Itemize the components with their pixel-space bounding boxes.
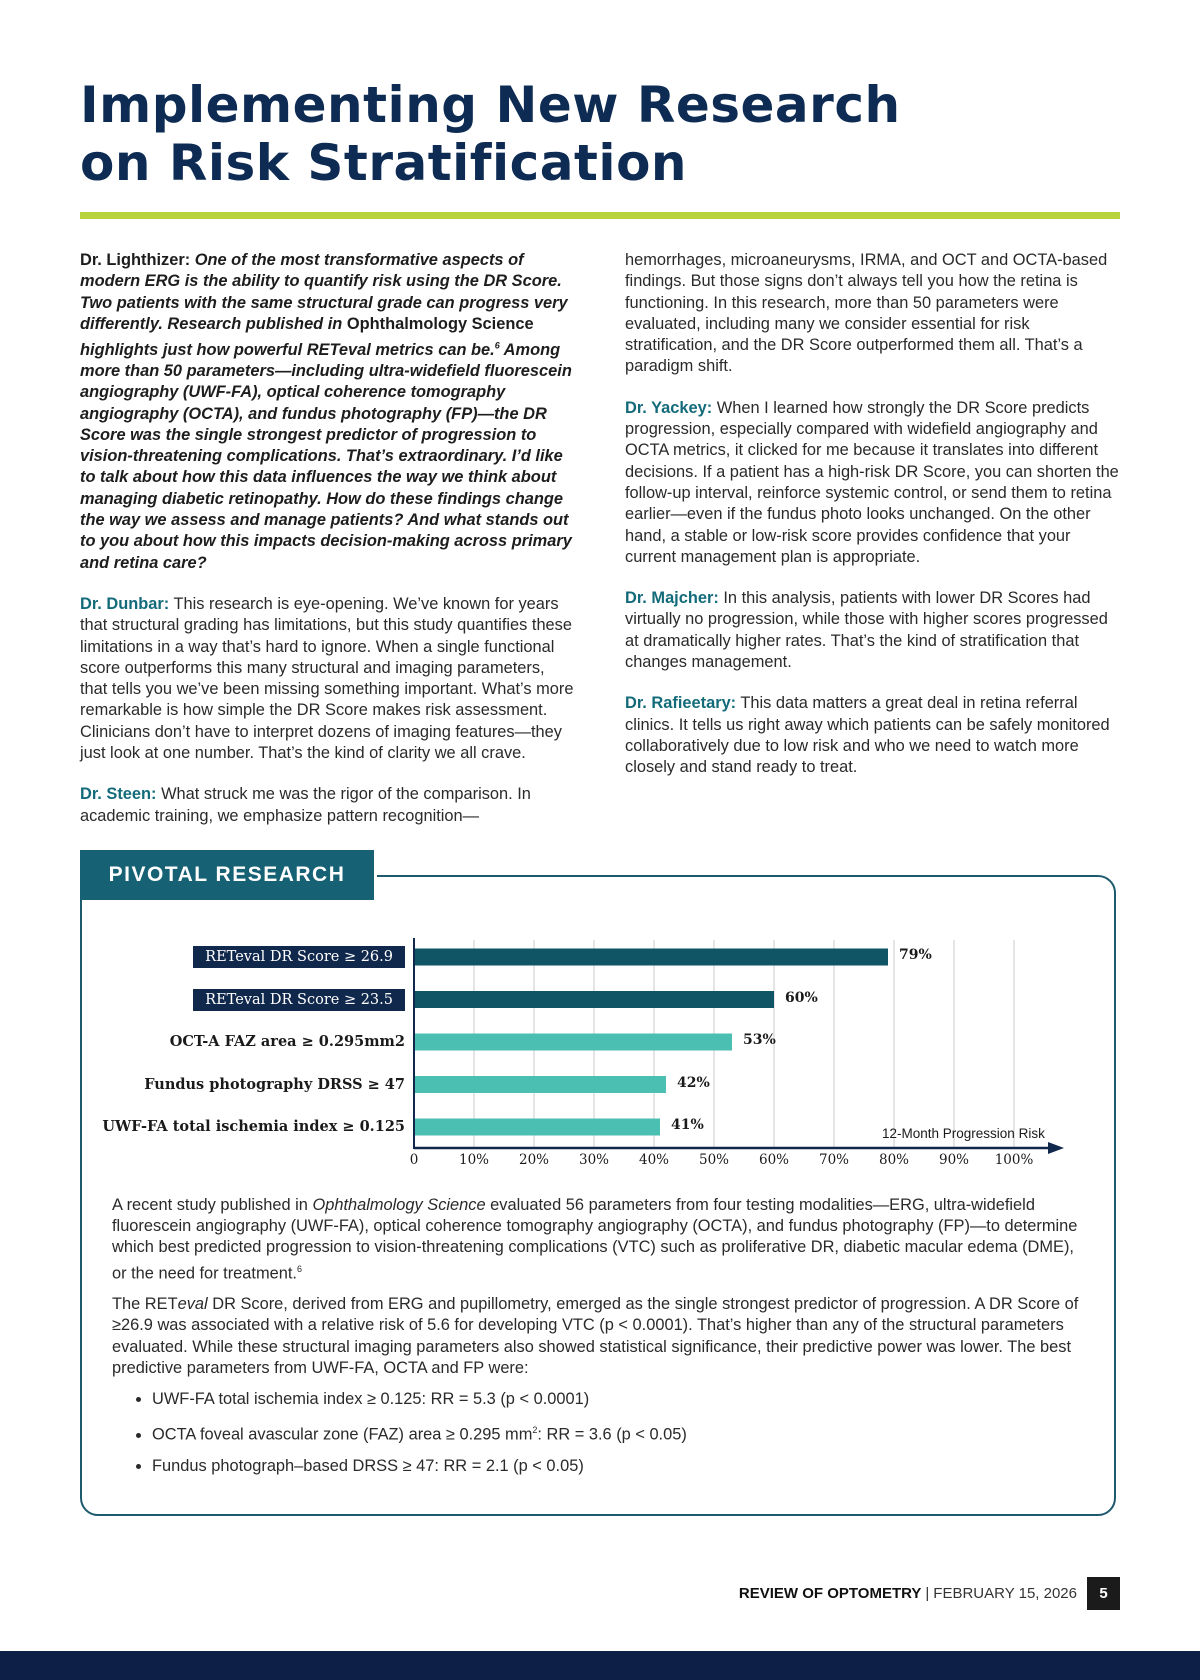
speaker-name: Dr. Steen: — [80, 785, 157, 804]
x-tick-label: 50% — [698, 1152, 730, 1168]
research-paragraph-1 — [112, 1195, 1087, 1284]
bar-value-label: 53% — [743, 1032, 776, 1048]
tab-gap — [374, 872, 377, 878]
speaker-name: Dr. Dunbar: — [80, 594, 170, 613]
paragraph-majcher — [625, 588, 1121, 673]
paragraph-text: This data matters a great deal in retina referral clinics. It tells us right away which patients can be safely monitored collaboratively due to low risk and who we need to watch more closely and stand ready to treat. — [625, 694, 1110, 777]
text: A recent study published in — [112, 1196, 313, 1214]
issue-date: FEBRUARY 15, 2026 — [933, 1584, 1077, 1602]
publication-name: REVIEW OF OPTOMETRY — [738, 1584, 922, 1602]
bar — [415, 1034, 732, 1051]
x-tick-label: 20% — [518, 1152, 550, 1168]
speaker-name: Dr. Yackey: — [625, 398, 713, 417]
x-axis-arrow — [1048, 1142, 1064, 1154]
category-label: Fundus photography DRSS ≥ 47 — [144, 1075, 405, 1093]
predictor-list — [112, 1389, 1087, 1477]
title-accent-rule — [80, 212, 1120, 219]
bar-value-label: 79% — [899, 947, 932, 963]
text: DR Score, derived from ERG and pupillometry, emerged as the single strongest predictor of progression. A DR Score of ≥26.9 was associated with a relative risk of 5.6 for developing VTC (p < 0.0001). That’s higher than any of the structural parameters evaluated. While these structural imaging parameters also showed statistical significance, their predictive power was lower. The best predictive parameters from UWF-FA, OCTA and FP were: — [112, 1295, 1079, 1377]
x-axis-title: 12-Month Progression Risk — [882, 1126, 1045, 1141]
paragraph-steen-continued: hemorrhages, microaneurysms, IRMA, and OCT and OCTA-based findings. But those signs don’t always tell you how the retina is functioning. In this research, more than 50 parameters were evaluated, including many we consider essential for risk stratification, and the DR Score outperformed them all. That’s a paradigm shift. — [625, 251, 1108, 376]
paragraph-text: This research is eye-opening. We’ve known for years that structural grading has limitations, but this study quantifies these limitations in a way that’s hard to ignore. When a single functional score outperforms this many structural and imaging parameters, that tells you we’ve been missing something important. What’s more remarkable is how simple the DR Score makes risk assessment. Clinicians don’t have to interpret dozens of imaging features—they just look at one number. That’s the kind of clarity we all crave. — [80, 594, 574, 762]
x-tick-label: 60% — [758, 1152, 790, 1168]
x-tick-label: 30% — [578, 1152, 610, 1168]
page-footer — [739, 1577, 1120, 1609]
speaker-name: Dr. Majcher: — [625, 589, 719, 608]
x-tick-label: 90% — [938, 1152, 970, 1168]
text: : RR = 3.6 (p < 0.05) — [537, 1425, 687, 1444]
question-part2: highlights just how powerful RETeval metrics can be. — [80, 340, 495, 359]
speaker-name: Dr. Rafieetary: — [625, 694, 737, 713]
bar — [415, 949, 888, 966]
text: OCTA foveal avascular zone (FAZ) area ≥ 0.295 mm — [152, 1425, 533, 1444]
category-label: RETeval DR Score ≥ 23.5 — [193, 989, 405, 1011]
journal-name: Ophthalmology Science — [312, 1196, 486, 1214]
x-tick-label: 100% — [994, 1152, 1034, 1168]
list-item — [152, 1420, 1087, 1446]
question-text — [80, 251, 572, 572]
bar — [415, 991, 774, 1008]
text-italic: eval — [177, 1295, 208, 1314]
question-part3: Among more than 50 parameters—including ultra-widefield fluorescein angiography (UWF-FA), optical coherence tomography angiography (OCTA), and fundus photography (FP)—the DR Score was the single strongest predictor of progression to vision-threatening complications. That’s extraordinary. I’d like to talk about how this data influences the way we think about managing diabetic retinopathy. How do these findings change the way we assess and manage patients? And what stands out to you about how this impacts decision-making across primary and retina care? — [80, 340, 572, 572]
page-title-line2: on Risk Stratification — [80, 134, 688, 192]
progression-risk-chart — [100, 930, 1100, 1170]
x-tick-label: 40% — [638, 1152, 670, 1168]
bottom-bar — [0, 1651, 1200, 1680]
category-label: RETeval DR Score ≥ 26.9 — [193, 946, 405, 968]
superscript: 2 — [532, 1425, 538, 1436]
right-column — [625, 250, 1121, 799]
paragraph-text: When I learned how strongly the DR Score predicts progression, especially compared with widefield angiography and OCTA metrics, it clicked for me because it translates into different decisions. If a patient has a high-risk DR Score, you can shorten the follow-up interval, reinforce systemic control, or send them to retina earlier—even if the fundus photo looks unchanged. On the other hand, a stable or low-risk score provides confidence that your current management plan is appropriate. — [625, 398, 1119, 566]
reference-marker: 6 — [296, 1263, 302, 1274]
list-item: • Fundus photograph–based DRSS ≥ 47: RR = 2.1 (p < 0.05) — [152, 1456, 1087, 1477]
research-paragraph-2 — [112, 1294, 1087, 1379]
paragraph-steen — [80, 784, 576, 827]
paragraph-text: In this analysis, patients with lower DR Scores had virtually no progression, while those with higher scores progressed at dramatically higher rates. That’s the kind of stratification that changes management. — [625, 589, 1108, 672]
footer-separator: | — [925, 1584, 930, 1602]
page-title — [80, 76, 1080, 192]
bar — [415, 1119, 660, 1136]
paragraph-text: What struck me was the rigor of the comparison. In academic training, we emphasize pattern recognition— — [80, 785, 531, 825]
pivotal-research-tab: PIVOTAL RESEARCH — [80, 850, 374, 900]
bar-value-label: 41% — [671, 1117, 704, 1133]
paragraph-rafieetary — [625, 693, 1121, 778]
paragraph-dunbar — [80, 594, 576, 764]
bar-value-label: 42% — [677, 1074, 710, 1091]
moderator-question — [80, 250, 576, 574]
x-tick-label: 0 — [409, 1152, 419, 1168]
text: The RET — [112, 1295, 178, 1314]
list-item: • UWF-FA total ischemia index ≥ 0.125: RR = 5.3 (p < 0.0001) — [152, 1389, 1087, 1410]
x-tick-label: 10% — [458, 1152, 490, 1168]
bar — [415, 1076, 666, 1093]
speaker-name: Dr. Lighthizer: — [80, 251, 191, 269]
reference-marker: 6 — [494, 340, 500, 351]
question-part1: One of the most transformative aspects of modern ERG is the ability to quantify risk using the DR Score. Two patients with the same structural grade can progress very differently. Research published in — [80, 251, 568, 333]
page-number: 5 — [1087, 1577, 1120, 1610]
category-label: OCT-A FAZ area ≥ 0.295mm2 — [169, 1033, 405, 1050]
page-title-line1: Implementing New Research — [80, 76, 901, 134]
text: evaluated 56 parameters from four testing modalities—ERG, ultra-widefield fluorescein angiography (UWF-FA), optical coherence tomography angiography (OCTA), and fundus photography (FP)—to determine which best predicted progression to vision-threatening complications (VTC) such as proliferative DR, diabetic macular edema (DME), or the need for treatment. — [112, 1196, 1078, 1283]
x-tick-label: 70% — [818, 1152, 850, 1168]
paragraph-yackey — [625, 398, 1121, 568]
x-tick-label: 80% — [878, 1152, 910, 1168]
category-label: UWF-FA total ischemia index ≥ 0.125 — [102, 1118, 405, 1135]
bar-value-label: 60% — [785, 989, 818, 1006]
left-column — [80, 250, 576, 847]
journal-name: Ophthalmology Science — [346, 314, 534, 333]
research-summary — [112, 1195, 1087, 1487]
